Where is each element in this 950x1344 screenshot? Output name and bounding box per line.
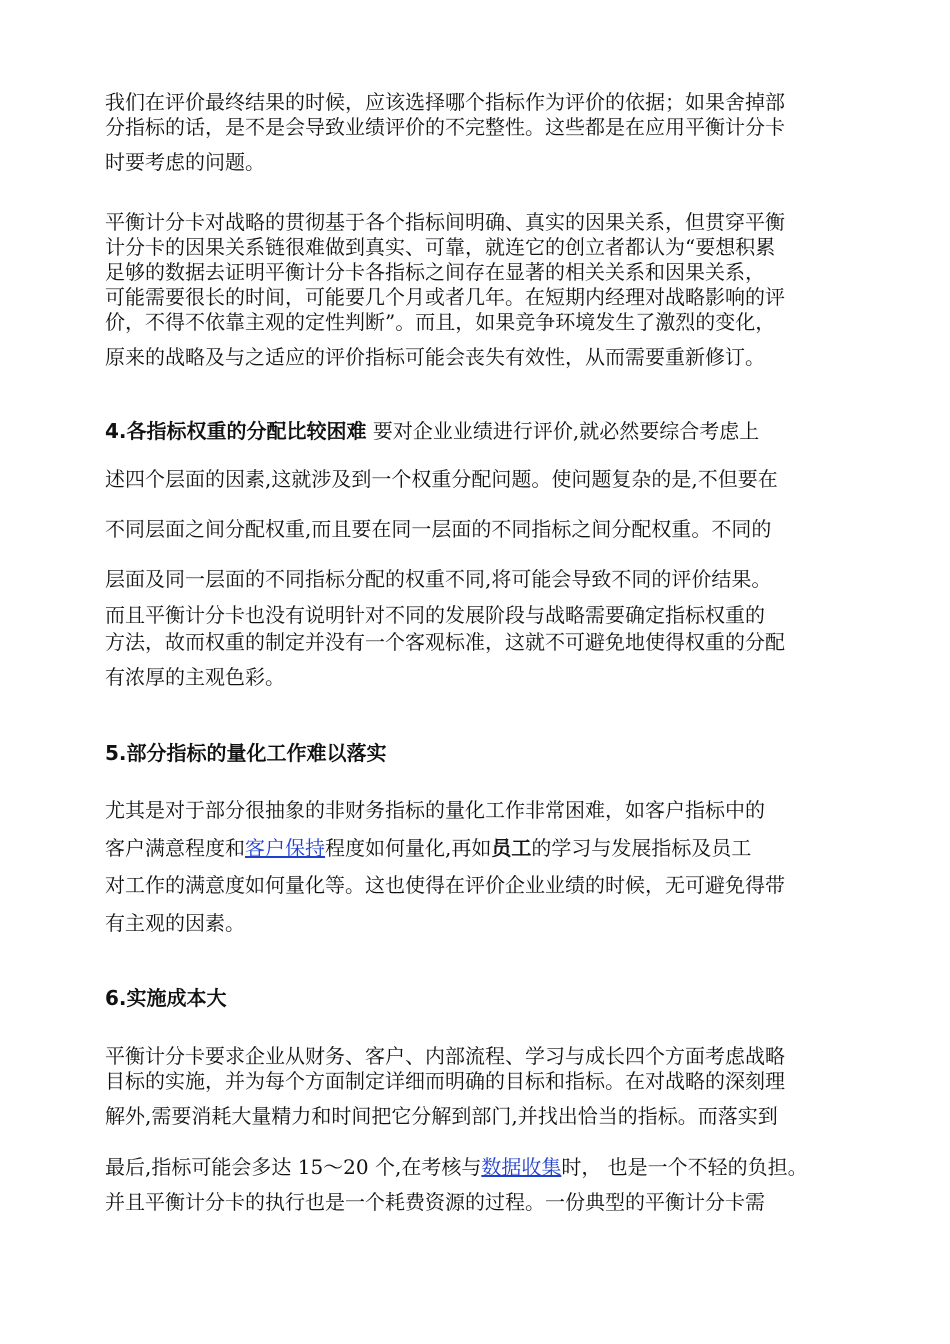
section-4-line-7: 有浓厚的主观色彩。 bbox=[105, 665, 285, 689]
section-5-heading: 5.部分指标的量化工作难以落实 bbox=[105, 741, 387, 765]
paragraph-1-line-2: 分指标的话，是不是会导致业绩评价的不完整性。这些都是在应用平衡计分卡 bbox=[105, 115, 785, 139]
employee-bold-text: 员工 bbox=[491, 836, 532, 860]
section-5-line-2-text-c: 的学习与发展指标及员工 bbox=[531, 836, 752, 860]
paragraph-2-line-1: 平衡计分卡对战略的贯彻基于各个指标间明确、真实的因果关系，但贯穿平衡 bbox=[105, 210, 785, 234]
paragraph-2-line-3: 足够的数据去证明平衡计分卡各指标之间存在显著的相关关系和因果关系， bbox=[105, 260, 765, 284]
section-6-heading: 6.实施成本大 bbox=[105, 986, 227, 1010]
section-5-line-4: 有主观的因素。 bbox=[105, 911, 245, 935]
section-4-line-1 bbox=[105, 419, 759, 443]
section-5-line-2-text-b: 程度如何量化,再如 bbox=[325, 836, 492, 860]
section-4-line-6: 方法，故而权重的制定并没有一个客观标准，这就不可避免地使得权重的分配 bbox=[105, 630, 785, 654]
section-6-line-4-text-a: 最后,指标可能会多达 15～20 个,在考核与 bbox=[105, 1155, 482, 1179]
section-6-line-4-text-b: 时， 也是一个不轻的负担。 bbox=[561, 1155, 808, 1179]
section-4-line-4: 层面及同一层面的不同指标分配的权重不同,将可能会导致不同的评价结果。 bbox=[105, 567, 772, 591]
section-5-line-2-text-a: 客户满意程度和 bbox=[105, 836, 245, 860]
section-6-line-1: 平衡计分卡要求企业从财务、客户、内部流程、学习与成长四个方面考虑战略 bbox=[105, 1044, 785, 1068]
section-4-line-2: 述四个层面的因素,这就涉及到一个权重分配问题。使问题复杂的是,不但要在 bbox=[105, 467, 778, 491]
section-6-line-3: 解外,需要消耗大量精力和时间把它分解到部门,并找出恰当的指标。而落实到 bbox=[105, 1104, 778, 1128]
customer-retention-link[interactable]: 客户保持 bbox=[245, 836, 325, 860]
paragraph-1-line-3: 时要考虑的问题。 bbox=[105, 150, 265, 174]
section-4-heading: 4.各指标权重的分配比较困难 bbox=[105, 419, 367, 443]
section-6-line-4 bbox=[105, 1155, 808, 1179]
paragraph-2-line-4: 可能需要很长的时间，可能要几个月或者几年。在短期内经理对战略影响的评 bbox=[105, 285, 785, 309]
section-4-line-3: 不同层面之间分配权重,而且要在同一层面的不同指标之间分配权重。不同的 bbox=[105, 517, 772, 541]
data-collection-link[interactable]: 数据收集 bbox=[481, 1155, 562, 1179]
paragraph-1-line-1: 我们在评价最终结果的时候，应该选择哪个指标作为评价的依据；如果舍掉部 bbox=[105, 90, 785, 114]
section-5-line-3: 对工作的满意度如何量化等。这也使得在评价企业业绩的时候，无可避免得带 bbox=[105, 873, 785, 897]
section-4-line-1-text: 要对企业业绩进行评价,就必然要综合考虑上 bbox=[366, 419, 760, 443]
section-4-line-5: 而且平衡计分卡也没有说明针对不同的发展阶段与战略需要确定指标权重的 bbox=[105, 603, 765, 627]
section-6-line-5: 并且平衡计分卡的执行也是一个耗费资源的过程。一份典型的平衡计分卡需 bbox=[105, 1190, 765, 1214]
paragraph-2-line-2: 计分卡的因果关系链很难做到真实、可靠，就连它的创立者都认为“要想积累 bbox=[105, 235, 776, 259]
section-6-line-2: 目标的实施，并为每个方面制定详细而明确的目标和指标。在对战略的深刻理 bbox=[105, 1069, 785, 1093]
section-5-line-2 bbox=[105, 836, 751, 860]
paragraph-2-line-6: 原来的战略及与之适应的评价指标可能会丧失有效性，从而需要重新修订。 bbox=[105, 345, 765, 369]
paragraph-2-line-5: 价，不得不依靠主观的定性判断”。而且，如果竞争环境发生了激烈的变化， bbox=[105, 310, 776, 334]
section-5-line-1: 尤其是对于部分很抽象的非财务指标的量化工作非常困难，如客户指标中的 bbox=[105, 798, 765, 822]
